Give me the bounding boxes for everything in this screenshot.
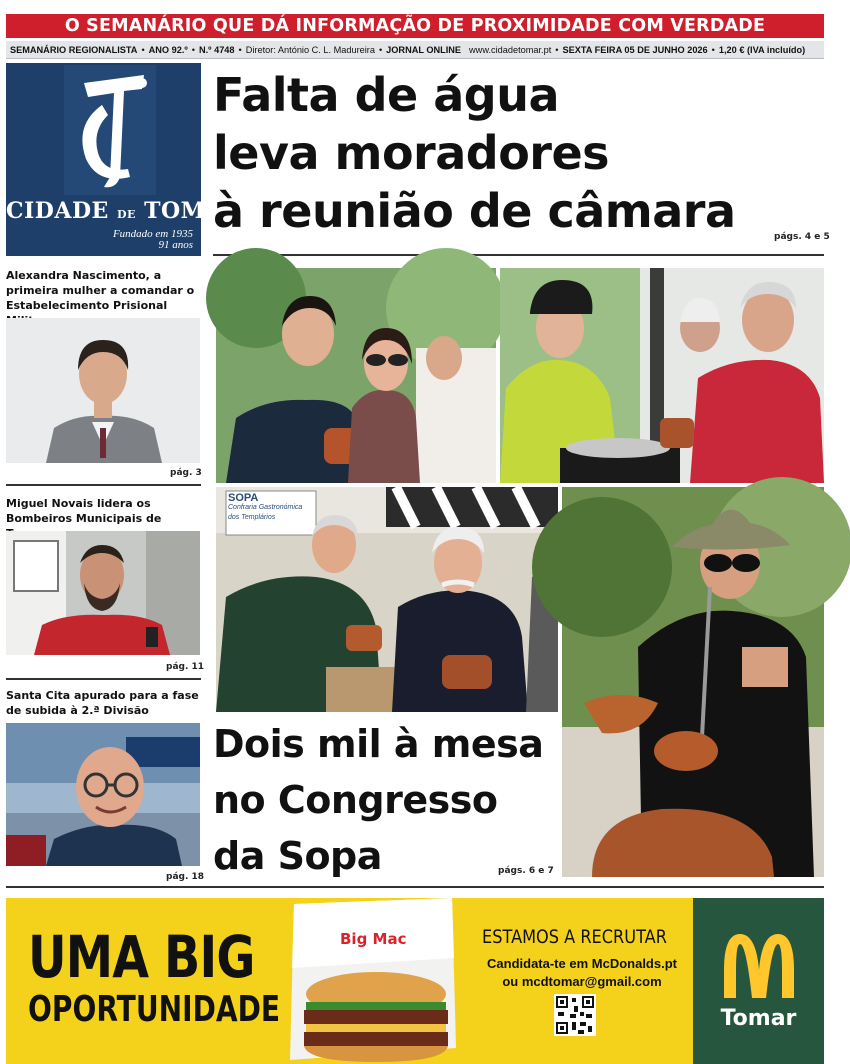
ad-apply-link[interactable]: Candidata-te em McDonalds.pt (487, 956, 677, 971)
photo-visitors-with-soup[interactable] (216, 268, 496, 483)
ad-email[interactable]: ou mcdtomar@gmail.com (502, 974, 662, 989)
big-mac-box-icon (284, 898, 462, 1064)
info-date: SEXTA FEIRA 05 DE JUNHO 2026 (562, 44, 708, 55)
main-headline-line: Falta de água (213, 68, 559, 122)
confraria-sign: SOPA Confraria Gastronómica dos Templários (228, 492, 303, 521)
photo-confraria-members[interactable] (216, 487, 558, 712)
info-number: N.º 4748 (198, 44, 235, 55)
feature-story-page-ref: págs. 6 e 7 (498, 866, 554, 876)
info-type: SEMANÁRIO REGIONALISTA (10, 44, 138, 55)
golden-arches-icon (720, 930, 798, 998)
main-headline-line: à reunião de câmara (213, 184, 736, 238)
photo-soup-being-served[interactable] (500, 268, 824, 483)
info-online: JORNAL ONLINE (386, 44, 462, 55)
ad-brand-location: Tomar (720, 1006, 797, 1031)
feature-headline-line: da Sopa (213, 834, 382, 878)
feature-headline[interactable] (213, 716, 553, 884)
side-story-title[interactable]: Alexandra Nascimento, a primeira mulher a comandar o Estabelecimento Prisional (6, 269, 195, 312)
info-year: ANO 92.º (148, 44, 188, 55)
side-story-title[interactable]: Miguel Novais lidera os Bombeiros Municipais de (6, 497, 162, 525)
ad-recruit: ESTAMOS A RECRUTAR (482, 926, 667, 948)
side-story-page-ref: pág. 18 (166, 872, 205, 882)
portrait-photo-firefighter[interactable] (6, 531, 200, 655)
ad-headline: UMA BIG (28, 923, 255, 991)
main-headline[interactable] (213, 66, 773, 240)
side-story-title[interactable]: Santa Cita apurado para a fase de subida à 2.ª Divisão (6, 689, 199, 717)
logo-wordmark: CIDADE DE TOMAR (6, 198, 242, 224)
divider (213, 254, 824, 256)
feature-headline-line: no Congresso (213, 778, 498, 822)
qr-code-icon[interactable] (554, 994, 596, 1036)
ad-product-label: Big Mac (340, 930, 407, 948)
masthead-info-bar: SEMANÁRIO REGIONALISTA • ANO 92.º • N.º 4748 • Diretor: António C. L. Madureira • JORNAL ONLINE www.cidadetomar.pt • SEXTA FEIRA 05 DE JUNHO 2026 • 1,20 € (IVA incluído) (6, 41, 824, 59)
newspaper-logo[interactable] (6, 63, 242, 256)
logo-founded: Fundado em 1935 91 anos (112, 228, 193, 251)
ad-fine-print (677, 946, 689, 1026)
feature-headline-line: Dois mil à mesa (213, 722, 544, 766)
portrait-photo-footballer[interactable] (6, 723, 200, 866)
divider (6, 484, 201, 486)
main-headline-line: leva moradores (213, 126, 610, 180)
side-story-page-ref: pág. 11 (166, 662, 205, 672)
info-director: Diretor: António C. L. Madureira (245, 44, 375, 55)
mcdonalds-advert[interactable] (6, 898, 824, 1064)
main-story-page-ref: págs. 4 e 5 (774, 232, 830, 242)
ad-subheadline: OPORTUNIDADE (28, 989, 281, 1030)
side-story-page-ref: pág. 3 (170, 468, 202, 478)
portrait-photo-officer[interactable] (6, 318, 200, 463)
photo-man-with-soup-ladle[interactable] (562, 487, 824, 877)
divider (6, 678, 201, 680)
info-url[interactable]: www.cidadetomar.pt (469, 44, 552, 55)
gothic-c-monogram-icon (64, 65, 156, 195)
masthead-tagline: O SEMANÁRIO QUE DÁ INFORMAÇÃO DE PROXIMIDADE COM VERDADE (6, 14, 824, 38)
divider (6, 886, 824, 888)
info-price: 1,20 € (IVA incluído) (718, 44, 806, 55)
